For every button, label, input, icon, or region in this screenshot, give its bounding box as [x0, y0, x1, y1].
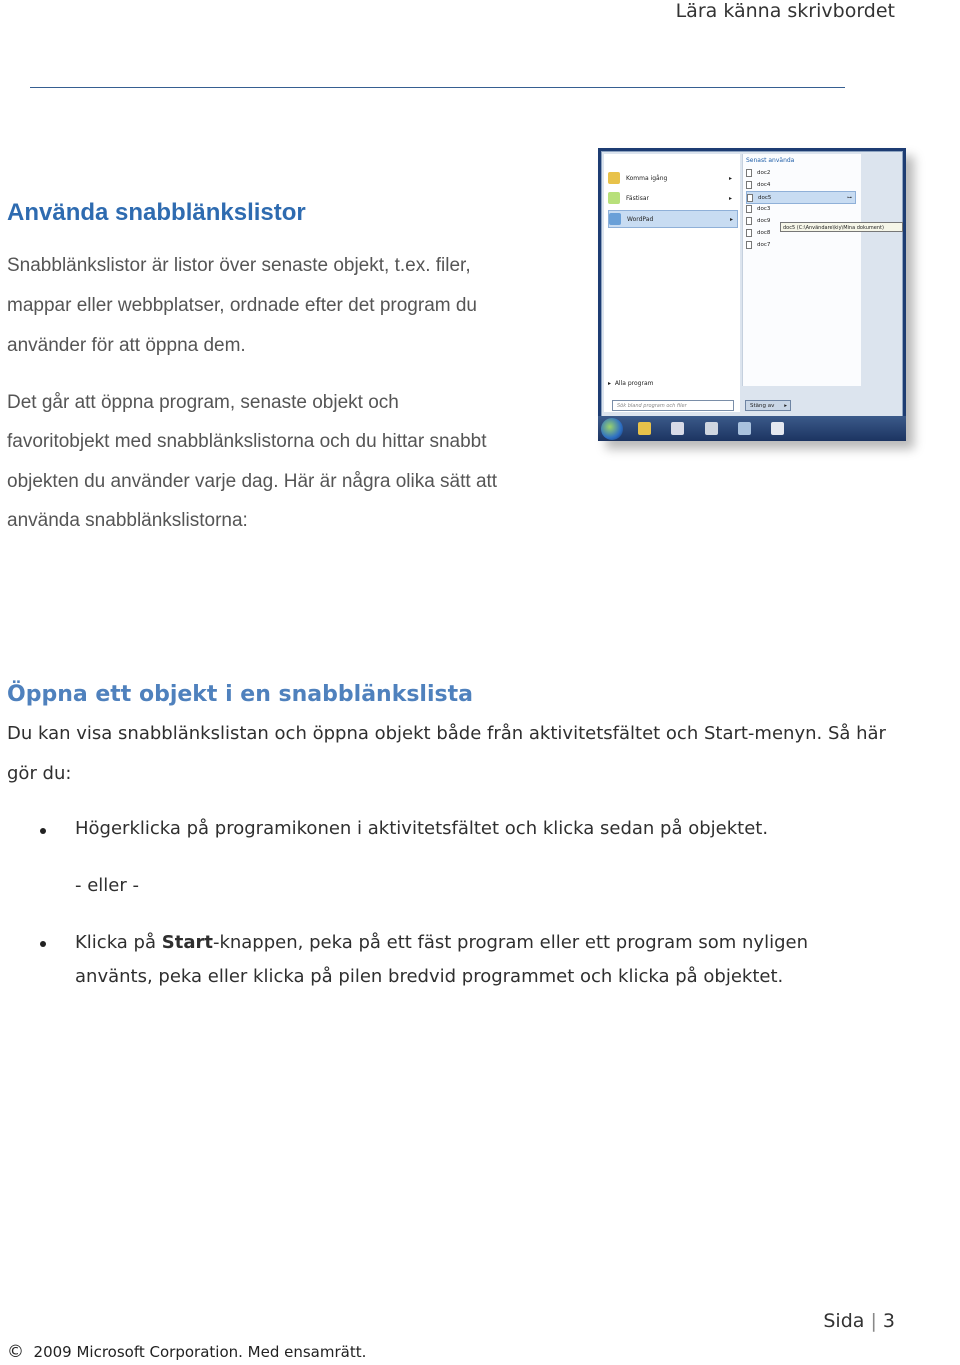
- bullet-dot: [40, 941, 46, 947]
- tools-icon: [705, 422, 718, 435]
- programs-pane: [604, 154, 740, 412]
- search-input: Sök bland program och filer: [612, 400, 734, 411]
- recent-pane: [742, 154, 861, 386]
- recent-item: [746, 239, 854, 250]
- start-orb-icon: [601, 418, 623, 440]
- section-title: Använda snabblänkslistor: [7, 199, 306, 226]
- recent-item-label: doc7: [757, 241, 771, 248]
- body-line-3: objekten du använder varje dag. Här är några olika sätt att: [7, 471, 498, 492]
- bullet-item-continuation: använts, peka eller klicka på pilen bredvid programmet och klicka på objektet.: [75, 966, 784, 987]
- start-keyword: Start: [161, 932, 213, 953]
- bullet-text: -knappen, peka på ett fäst program eller ett program som nyligen: [212, 932, 808, 953]
- page-header-title: Lära känna skrivbordet: [675, 0, 895, 22]
- subsection-intro-line-2: gör du:: [7, 763, 72, 784]
- document-icon: [747, 194, 753, 202]
- notes-icon: [608, 192, 620, 204]
- page-number: Sida | 3: [823, 1310, 895, 1332]
- recent-item-label: doc9: [757, 217, 771, 224]
- bullet-item: Högerklicka på programikonen i aktivitetsfältet och klicka sedan på objektet.: [75, 818, 769, 839]
- folder-icon: [608, 172, 620, 184]
- copyright-text: 2009 Microsoft Corporation. Med ensamrätt.: [33, 1343, 367, 1361]
- program-label: WordPad: [627, 215, 654, 223]
- wordpad-icon: [771, 422, 784, 435]
- chevron-right-icon: ▸: [728, 174, 732, 182]
- body-line-1: Det går att öppna program, senaste objekt och: [7, 392, 399, 413]
- document-icon: [746, 169, 752, 177]
- recent-item-label: doc4: [757, 181, 771, 188]
- page-number-value: 3: [882, 1310, 895, 1332]
- recent-item-label: doc3: [757, 205, 771, 212]
- wordpad-icon: [609, 213, 621, 225]
- page-label: Sida: [823, 1310, 865, 1332]
- shutdown-label: Stäng av: [750, 403, 775, 409]
- program-item: [608, 210, 738, 228]
- bullet-item: [75, 932, 808, 953]
- separator-text: - eller -: [75, 875, 139, 896]
- copyright: [7, 1342, 366, 1362]
- pin-icon: ⊶: [847, 194, 852, 201]
- all-programs-link: ▸ Alla program: [608, 380, 654, 387]
- chevron-right-icon: ▸: [729, 215, 733, 223]
- document-icon: [746, 205, 752, 213]
- header-divider: [30, 87, 845, 88]
- subsection-intro-line-1: Du kan visa snabblänkslistan och öppna objekt både från aktivitetsfältet och Start-menyn. Så här: [7, 723, 886, 744]
- shutdown-button: [745, 400, 791, 411]
- program-label: Fästisar: [626, 194, 649, 202]
- recent-item-label: doc2: [757, 169, 771, 176]
- start-menu-screenshot: [598, 148, 906, 441]
- tooltip: doc5 (C:\Användare\kiy\Mina dokument): [780, 222, 903, 232]
- taskbar: [598, 416, 906, 441]
- intro-line-1: Snabblänkslistor är listor över senaste objekt, t.ex. filer,: [7, 255, 471, 276]
- recent-item: [746, 203, 854, 214]
- chevron-right-icon: ▸: [728, 194, 732, 202]
- document-icon: [746, 241, 752, 249]
- copyright-icon: ©: [7, 1342, 24, 1362]
- program-item: [608, 170, 736, 186]
- document-icon: [746, 217, 752, 225]
- bullet-dot: [40, 828, 46, 834]
- bullet-text: Klicka på: [75, 932, 162, 953]
- body-line-2: favoritobjekt med snabblänkslistorna och du hittar snabbt: [7, 431, 487, 452]
- chevron-right-icon: ▸: [784, 403, 787, 409]
- explorer-icon: [638, 422, 651, 435]
- document-icon: [746, 181, 752, 189]
- calculator-icon: [738, 422, 751, 435]
- intro-line-3: använder för att öppna dem.: [7, 335, 246, 356]
- document-icon: [746, 229, 752, 237]
- recent-item: [746, 179, 854, 190]
- paint-icon: [671, 422, 684, 435]
- start-menu: [601, 151, 903, 418]
- subsection-title: Öppna ett objekt i en snabblänkslista: [7, 682, 473, 707]
- recent-header: Senast använda: [746, 157, 795, 164]
- recent-item-label: doc5: [758, 194, 772, 201]
- body-line-4: använda snabblänkslistorna:: [7, 510, 248, 531]
- program-item: [608, 190, 736, 206]
- recent-item: [746, 167, 854, 178]
- program-label: Komma igång: [626, 174, 668, 182]
- recent-item-label: doc8: [757, 229, 771, 236]
- intro-line-2: mappar eller webbplatser, ordnade efter det program du: [7, 295, 477, 316]
- all-programs-label: Alla program: [614, 380, 654, 387]
